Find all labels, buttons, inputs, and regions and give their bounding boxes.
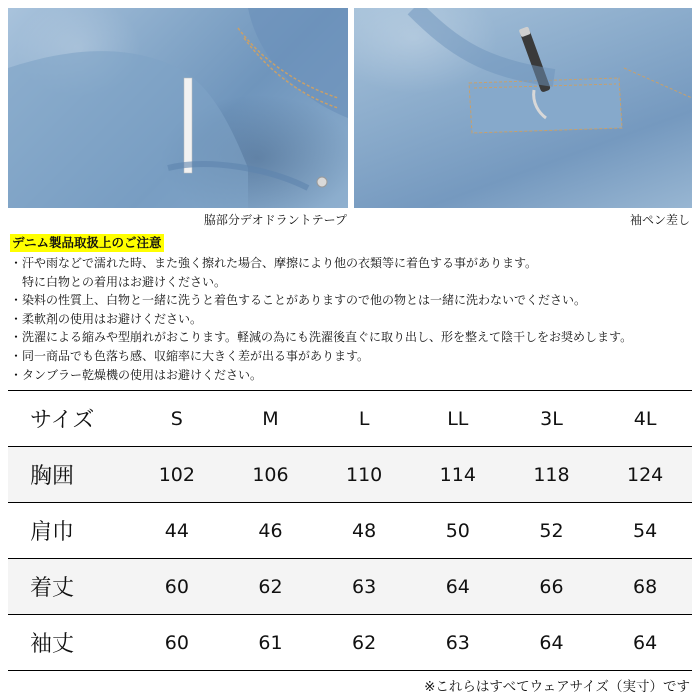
table-cell: 63 <box>317 559 411 615</box>
size-col-header: 3L <box>505 391 599 447</box>
size-col-header: S <box>130 391 224 447</box>
care-notes-title: デニム製品取扱上のご注意 <box>12 235 162 250</box>
sleeve-pen-pocket-photo <box>354 8 692 208</box>
table-row <box>8 559 692 615</box>
size-footnote: ※これらはすべてウェアサイズ（実寸）です <box>424 679 690 695</box>
table-cell: 68 <box>598 559 692 615</box>
photo-caption-sleeve: 袖ペン差し <box>629 213 690 227</box>
care-note: 特に白物との着用はお避けください。 <box>22 274 227 289</box>
table-cell: 102 <box>130 447 224 503</box>
table-cell: 110 <box>317 447 411 503</box>
table-row <box>8 615 692 671</box>
table-cell: 124 <box>598 447 692 503</box>
care-note: ・同一商品でも色落ち感、収縮率に大きく差が出る事があります。 <box>10 348 370 363</box>
table-cell: 106 <box>224 447 318 503</box>
care-note: ・柔軟剤の使用はお避けください。 <box>10 311 203 326</box>
size-col-header: L <box>317 391 411 447</box>
care-notes-list <box>10 254 696 384</box>
row-label: 肩巾 <box>8 503 130 559</box>
table-cell: 52 <box>505 503 599 559</box>
size-col-header: M <box>224 391 318 447</box>
row-label: 袖丈 <box>8 615 130 671</box>
size-col-header: 4L <box>598 391 692 447</box>
table-cell: 62 <box>224 559 318 615</box>
table-row <box>8 503 692 559</box>
care-note: ・洗濯による縮みや型崩れがおこります。軽減の為にも洗濯後直ぐに取り出し、形を整えて陰干しをお奨めします。 <box>10 330 633 345</box>
underarm-tape-photo <box>8 8 348 208</box>
table-cell: 118 <box>505 447 599 503</box>
table-cell: 62 <box>317 615 411 671</box>
table-row <box>8 447 692 503</box>
table-cell: 48 <box>317 503 411 559</box>
table-cell: 64 <box>505 615 599 671</box>
care-note: ・染料の性質上、白物と一緒に洗うと着色することがありますので他の物とは一緒に洗わないでください。 <box>10 293 587 308</box>
size-header-row <box>8 391 692 447</box>
size-table <box>8 390 692 671</box>
photo-caption-underarm: 脇部分デオドラントテープ <box>203 213 347 227</box>
table-cell: 60 <box>130 559 224 615</box>
care-note: ・タンブラー乾燥機の使用はお避けください。 <box>10 367 263 382</box>
table-cell: 64 <box>598 615 692 671</box>
size-col-header: LL <box>411 391 505 447</box>
size-header-label: サイズ <box>8 391 130 447</box>
row-label: 胸囲 <box>8 447 130 503</box>
table-cell: 54 <box>598 503 692 559</box>
table-cell: 114 <box>411 447 505 503</box>
table-cell: 44 <box>130 503 224 559</box>
table-cell: 46 <box>224 503 318 559</box>
table-cell: 60 <box>130 615 224 671</box>
row-label: 着丈 <box>8 559 130 615</box>
table-cell: 61 <box>224 615 318 671</box>
table-cell: 64 <box>411 559 505 615</box>
table-cell: 63 <box>411 615 505 671</box>
care-note: ・汗や雨などで濡れた時、また強く擦れた場合、摩擦により他の衣類等に着色する事があります。 <box>10 256 538 270</box>
table-cell: 50 <box>411 503 505 559</box>
table-cell: 66 <box>505 559 599 615</box>
